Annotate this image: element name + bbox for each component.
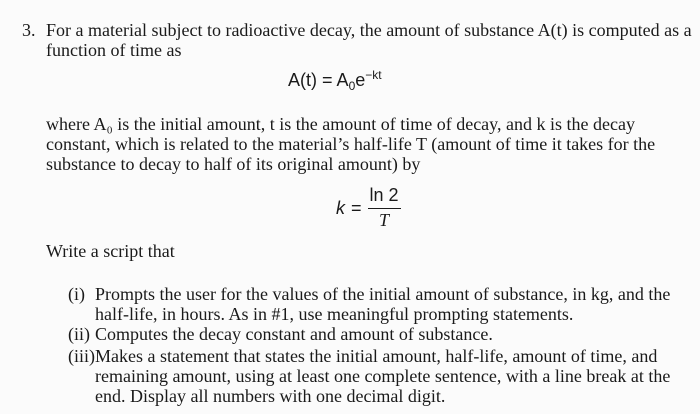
list-item-label: (i) xyxy=(68,284,85,304)
equation-subscript: 0 xyxy=(348,79,356,93)
equation2-equals: = xyxy=(351,197,362,218)
list-item-text: Prompts the user for the values of the initial amount of substance, in kg, and the half-life, in hours. As in #1, use meaningful prompting statements. xyxy=(95,284,671,324)
decay-equation xyxy=(288,68,382,93)
equation-lhs: A(t) xyxy=(288,70,317,90)
list-item xyxy=(68,346,695,406)
list-item-label: (ii) xyxy=(68,324,90,344)
fraction-numerator: ln 2 xyxy=(368,185,401,209)
equation-exp-base: e xyxy=(355,70,366,90)
script-prompt: Write a script that xyxy=(46,241,175,261)
list-item-label: (iii) xyxy=(68,346,95,366)
k-variable: k xyxy=(336,197,345,218)
where-paragraph: where A₀ is the initial amount, t is the amount of time of decay, and k is the decay constant, which is related to the material’s half-life T (amount of time it takes for the substance to decay to half of its original amount) by xyxy=(46,114,656,174)
decay-constant-equation xyxy=(336,185,401,231)
equation-exponent: −kt xyxy=(365,68,382,82)
list-item xyxy=(68,284,695,324)
equation-base: A xyxy=(336,70,349,90)
fraction-denominator: T xyxy=(379,210,390,230)
list-item-text: Computes the decay constant and amount of substance. xyxy=(95,324,493,344)
fraction xyxy=(368,185,401,231)
problem-number: 3. xyxy=(22,20,36,40)
problem-intro: For a material subject to radioactive decay, the amount of substance A(t) is computed as a function of time as xyxy=(46,20,692,60)
list-item-text: Makes a statement that states the initial amount, half-life, amount of time, and remaining amount, using at least one complete sentence, with a line break at the end. Display all numbers with one decimal digit. xyxy=(95,346,671,406)
list-item xyxy=(68,324,695,344)
equation-equals: = xyxy=(322,70,333,90)
